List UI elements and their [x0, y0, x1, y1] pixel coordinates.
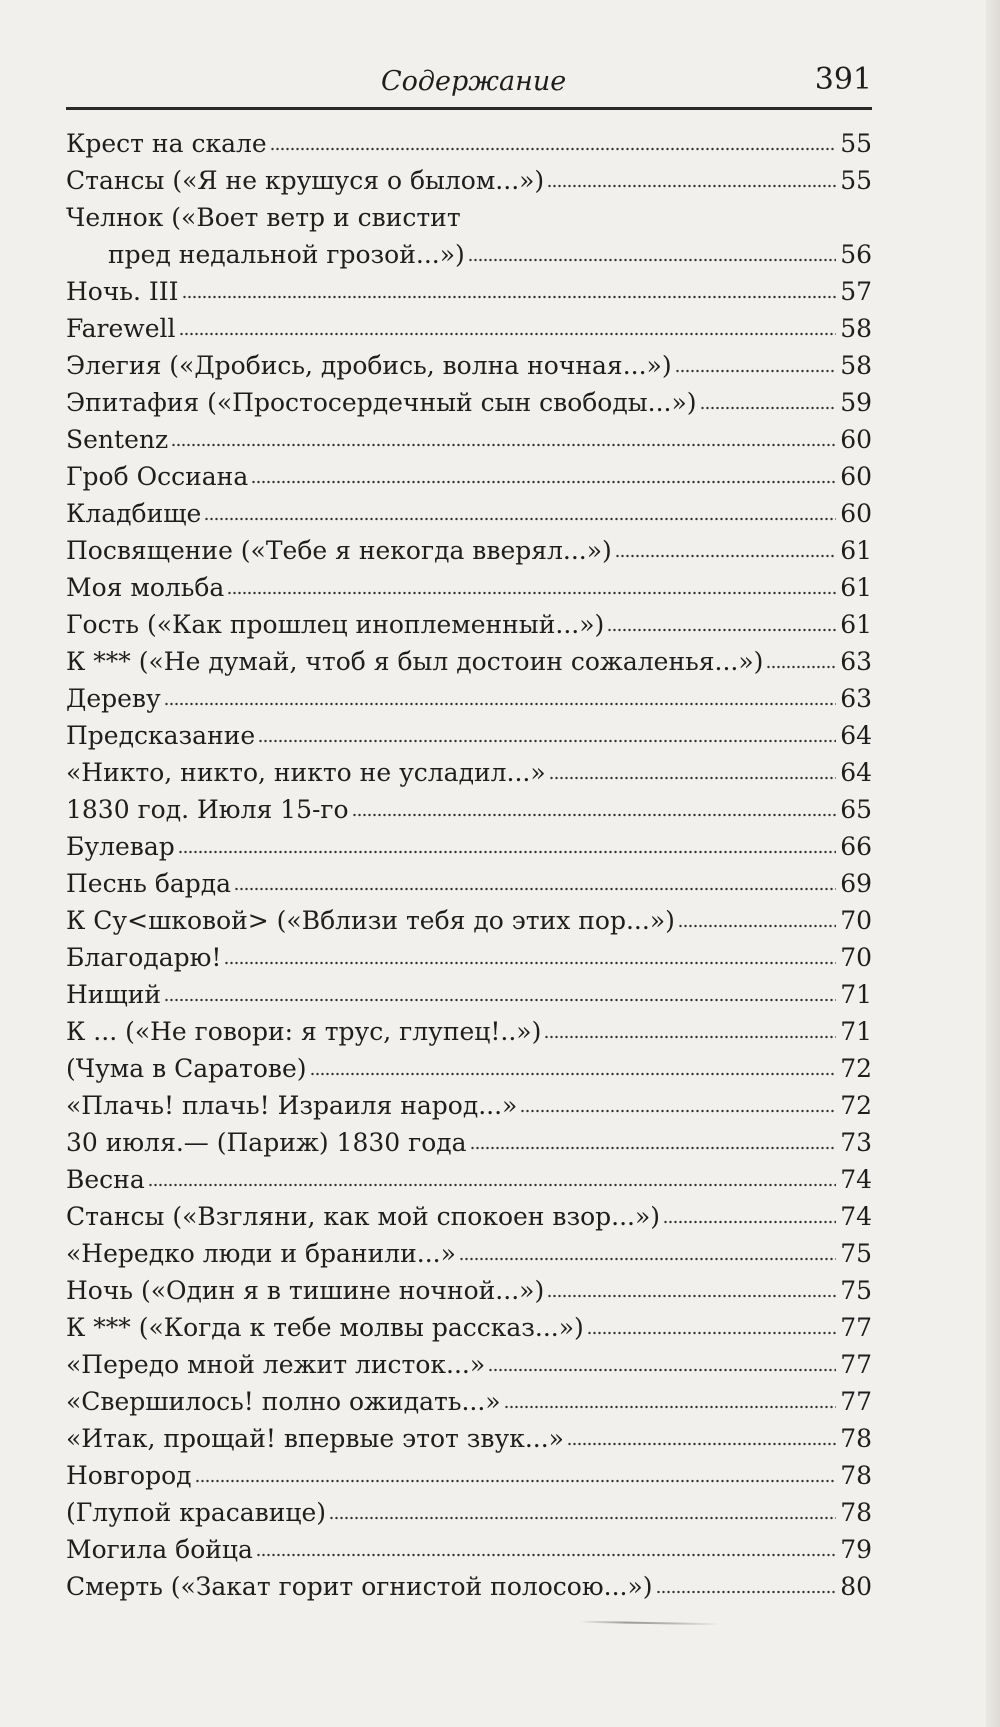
toc-entry: [66, 1235, 872, 1272]
toc-entry-page: 66: [840, 832, 872, 861]
toc-entry-page: 70: [840, 943, 872, 972]
toc-entry: [66, 680, 872, 717]
toc-entry-page: 61: [840, 610, 872, 639]
toc-dot-leader: [164, 701, 836, 707]
running-header-title: Содержание: [381, 66, 567, 97]
toc-entry-title: К ... («Не говори: я трус, глупец!..»): [66, 1017, 542, 1046]
toc-entry: [66, 347, 872, 384]
toc-entry: [66, 1050, 872, 1087]
toc-entry-title: Булевар: [66, 832, 175, 861]
toc-entry-page: 78: [840, 1498, 872, 1527]
toc-entry-page: 79: [840, 1535, 872, 1564]
toc-entry: [66, 1568, 872, 1605]
toc-entry-page: 55: [840, 166, 872, 195]
toc-dot-leader: [567, 1441, 836, 1447]
bottom-mark: [580, 1621, 720, 1625]
toc-entry-page: 55: [840, 129, 872, 158]
toc-entry: [66, 162, 872, 199]
toc-entry-page: 77: [840, 1387, 872, 1416]
toc-entry: [66, 310, 872, 347]
toc-entry-title: Новгород: [66, 1461, 192, 1490]
toc-entry-title: Моя мольба: [66, 573, 225, 602]
toc-entry-page: 58: [840, 351, 872, 380]
toc-entry-title: Farewell: [66, 314, 176, 343]
toc-entry-title: Sentenz: [66, 425, 169, 454]
toc-entry: [66, 495, 872, 532]
toc-entry-title: Дереву: [66, 684, 161, 713]
toc-entry-page: 60: [840, 499, 872, 528]
toc-dot-leader: [520, 1108, 836, 1114]
toc-entry: [66, 1124, 872, 1161]
toc-entry-title: 30 июля.— (Париж) 1830 года: [66, 1128, 467, 1157]
toc-entry-page: 61: [840, 573, 872, 602]
toc-dot-leader: [544, 1034, 836, 1040]
toc-dot-leader: [178, 849, 836, 855]
toc-entry-title: Стансы («Я не крушуся о былом...»): [66, 166, 545, 195]
toc-dot-leader: [700, 405, 836, 411]
toc-entry-page: 72: [840, 1054, 872, 1083]
toc-entry-title: «Передо мной лежит листок...»: [66, 1350, 486, 1379]
toc-entry-title: «Свершилось! полно ожидать...»: [66, 1387, 501, 1416]
toc-dot-leader: [251, 479, 836, 485]
toc-entry-page: 59: [840, 388, 872, 417]
toc-entry-page: 77: [840, 1350, 872, 1379]
toc-entry: [66, 606, 872, 643]
toc-dot-leader: [547, 1293, 836, 1299]
toc-dot-leader: [195, 1478, 836, 1484]
toc-dot-leader: [470, 1145, 836, 1151]
toc-entry: [66, 1457, 872, 1494]
toc-entry: [66, 1161, 872, 1198]
toc-dot-leader: [678, 923, 836, 929]
toc-entry-page: 74: [840, 1202, 872, 1231]
toc-entry: [66, 939, 872, 976]
toc-entry: [66, 569, 872, 606]
toc-dot-leader: [675, 368, 836, 374]
page-number: 391: [814, 62, 872, 97]
toc-dot-leader: [270, 146, 836, 152]
toc-dot-leader: [488, 1367, 836, 1373]
toc-entry-title: Песнь барда: [66, 869, 232, 898]
toc-entry-title: (Чума в Саратове): [66, 1054, 307, 1083]
toc-entry-continuation: [66, 236, 872, 273]
toc-entry-title: Челнок («Воет ветр и свистит: [66, 203, 461, 232]
toc-entry-page: 58: [840, 314, 872, 343]
header-rule: [66, 107, 872, 110]
toc-entry-title: Гость («Как прошлец иноплеменный...»): [66, 610, 605, 639]
toc-entry-title: Кладбище: [66, 499, 202, 528]
toc-entry: [66, 1013, 872, 1050]
toc-dot-leader: [224, 960, 836, 966]
toc-dot-leader: [329, 1515, 836, 1521]
toc-entry: [66, 1494, 872, 1531]
toc-entry-title: К *** («Не думай, чтоб я был достоин сожаленья...»): [66, 647, 764, 676]
toc-entry: [66, 976, 872, 1013]
toc-entry-title: «Плачь! плачь! Израиля народ...»: [66, 1091, 518, 1120]
toc-entry-page: 72: [840, 1091, 872, 1120]
toc-entry-page: 78: [840, 1424, 872, 1453]
toc-dot-leader: [504, 1404, 836, 1410]
toc-entry: [66, 1531, 872, 1568]
toc-entry: [66, 1383, 872, 1420]
toc-entry: [66, 1346, 872, 1383]
toc-entry: [66, 532, 872, 569]
toc-entry-page: 80: [840, 1572, 872, 1601]
toc-dot-leader: [148, 1182, 836, 1188]
toc-dot-leader: [310, 1071, 836, 1077]
toc-dot-leader: [587, 1330, 836, 1336]
table-of-contents: [66, 125, 872, 1605]
page-edge: [986, 0, 1000, 1727]
toc-dot-leader: [766, 664, 836, 670]
toc-entry-page: 64: [840, 758, 872, 787]
toc-entry-page: 60: [840, 462, 872, 491]
toc-entry-title: Гроб Оссиана: [66, 462, 249, 491]
toc-dot-leader: [204, 516, 836, 522]
toc-entry: [66, 273, 872, 310]
toc-entry: [66, 125, 872, 162]
toc-dot-leader: [256, 1552, 836, 1558]
toc-dot-leader: [164, 997, 836, 1003]
toc-entry-page: 74: [840, 1165, 872, 1194]
toc-entry-title: Нищий: [66, 980, 162, 1009]
toc-entry-page: 71: [840, 980, 872, 1009]
toc-entry-page: 65: [840, 795, 872, 824]
toc-dot-leader: [663, 1219, 836, 1225]
toc-entry: [66, 384, 872, 421]
toc-dot-leader: [352, 812, 836, 818]
toc-entry-title: Могила бойца: [66, 1535, 253, 1564]
toc-entry-title: Крест на скале: [66, 129, 267, 158]
toc-entry: [66, 1198, 872, 1235]
toc-entry-page: 78: [840, 1461, 872, 1490]
toc-dot-leader: [234, 886, 836, 892]
toc-entry-page: 75: [840, 1276, 872, 1305]
toc-dot-leader: [227, 590, 836, 596]
toc-entry-title: «Никто, никто, никто не усладил...»: [66, 758, 546, 787]
toc-dot-leader: [258, 738, 836, 744]
toc-entry-page: 73: [840, 1128, 872, 1157]
toc-entry: [66, 754, 872, 791]
toc-entry-title: Смерть («Закат горит огнистой полосою...»): [66, 1572, 653, 1601]
toc-entry-page: 69: [840, 869, 872, 898]
toc-entry: [66, 865, 872, 902]
toc-entry-title: Весна: [66, 1165, 145, 1194]
toc-entry-title: Предсказание: [66, 721, 256, 750]
toc-dot-leader: [182, 294, 836, 300]
toc-entry-title: 1830 год. Июля 15-го: [66, 795, 349, 824]
toc-entry: [66, 421, 872, 458]
toc-entry-title: К *** («Когда к тебе молвы рассказ...»): [66, 1313, 584, 1342]
toc-dot-leader: [459, 1256, 836, 1262]
toc-entry: [66, 1272, 872, 1309]
toc-dot-leader: [656, 1589, 836, 1595]
toc-entry: [66, 828, 872, 865]
toc-entry-title: Стансы («Взгляни, как мой спокоен взор...»): [66, 1202, 661, 1231]
toc-entry-page: 63: [840, 647, 872, 676]
toc-entry: [66, 902, 872, 939]
toc-entry: [66, 643, 872, 680]
toc-entry: [66, 458, 872, 495]
toc-entry-page: 60: [840, 425, 872, 454]
toc-dot-leader: [607, 627, 836, 633]
toc-entry-page: 57: [840, 277, 872, 306]
toc-entry-page: 63: [840, 684, 872, 713]
toc-dot-leader: [171, 442, 836, 448]
toc-entry-title: «Нередко люди и бранили...»: [66, 1239, 456, 1268]
toc-entry-title: Ночь. III: [66, 277, 179, 306]
toc-entry: [66, 791, 872, 828]
toc-entry: [66, 199, 872, 236]
toc-dot-leader: [615, 553, 836, 559]
toc-entry: [66, 1087, 872, 1124]
toc-dot-leader: [549, 775, 836, 781]
toc-entry-page: 70: [840, 906, 872, 935]
toc-entry-page: 64: [840, 721, 872, 750]
toc-entry-title: Ночь («Один я в тишине ночной...»): [66, 1276, 545, 1305]
toc-entry-title: (Глупой красавице): [66, 1498, 327, 1527]
toc-entry-page: 61: [840, 536, 872, 565]
toc-entry-title: К Су<шковой> («Вблизи тебя до этих пор...»): [66, 906, 675, 935]
toc-entry-title-continuation: пред недальной грозой...»): [108, 240, 465, 269]
toc-entry-page: 56: [840, 240, 872, 269]
toc-dot-leader: [179, 331, 837, 337]
toc-entry-page: 75: [840, 1239, 872, 1268]
toc-entry-title: Благодарю!: [66, 943, 222, 972]
toc-dot-leader: [468, 257, 836, 263]
toc-entry: [66, 1309, 872, 1346]
toc-entry-page: 71: [840, 1017, 872, 1046]
toc-entry-page: 77: [840, 1313, 872, 1342]
toc-entry: [66, 1420, 872, 1457]
toc-dot-leader: [547, 183, 836, 189]
toc-entry: [66, 717, 872, 754]
toc-entry-title: Посвящение («Тебе я некогда вверял...»): [66, 536, 612, 565]
running-header: [66, 62, 872, 106]
toc-entry-title: «Итак, прощай! впервые этот звук...»: [66, 1424, 564, 1453]
toc-entry-title: Элегия («Дробись, дробись, волна ночная...»): [66, 351, 672, 380]
toc-entry-title: Эпитафия («Простосердечный сын свободы...»): [66, 388, 697, 417]
